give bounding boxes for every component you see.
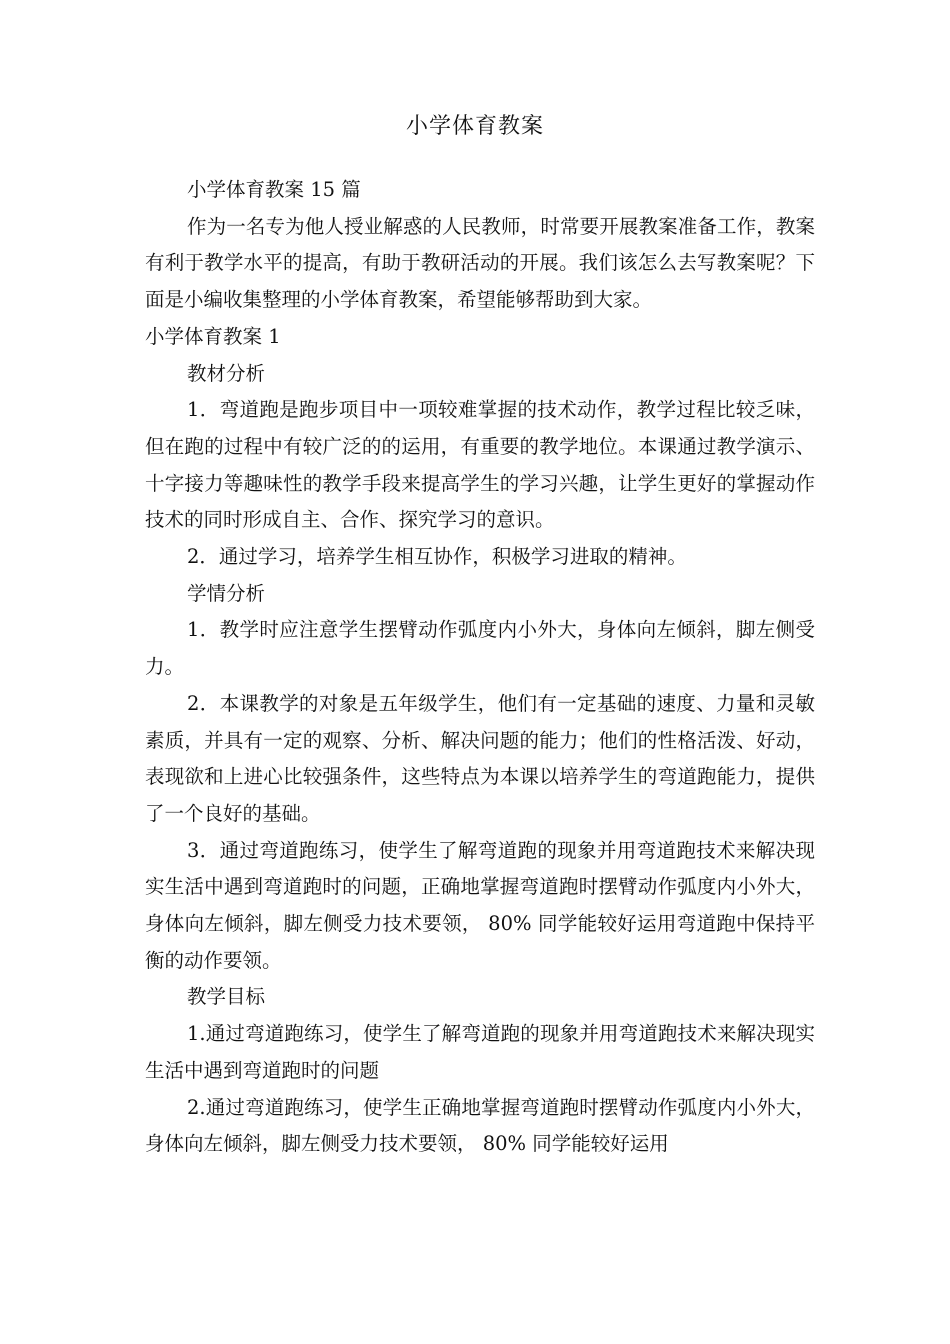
section-heading-lesson-1: 小学体育教案 1 [145,324,281,348]
paragraph: 2．本课教学的对象是五年级学生，他们有一定基础的速度、力量和灵敏素质，并具有一定的观察、分析、解决问题的能力；他们的性格活泼、好动，表现欲和上进心比较强条件，这些特点为本课以培养学生的弯道跑能力，提供了一个良好的基础。 [145,691,815,825]
heading-teaching-goals: 教学目标 [187,985,266,1009]
heading-student-analysis: 学情分析 [187,581,266,605]
intro-paragraph: 作为一名专为他人授业解惑的人民教师，时常要开展教案准备工作，教案有利于教学水平的提高，有助于教研活动的开展。我们该怎么去写教案呢？下面是小编收集整理的小学体育教案，希望能够帮助到大家。 [145,214,815,312]
paragraph: 2．通过学习，培养学生相互协作，积极学习进取的精神。 [187,545,687,569]
paragraph: 2.通过弯道跑练习，使学生正确地掌握弯道跑时摆臂动作弧度内小外大，身体向左倾斜，脚左侧受力技术要领， 80% 同学能较好运用 [145,1095,815,1156]
document-title: 小学体育教案 [405,114,544,139]
subtitle-paragraph: 小学体育教案 15 篇 [187,178,361,201]
paragraph: 1．教学时应注意学生摆臂动作弧度内小外大，身体向左倾斜，脚左侧受力。 [145,618,815,679]
paragraph: 3．通过弯道跑练习，使学生了解弯道跑的现象并用弯道跑技术来解决现实生活中遇到弯道跑时的问题，正确地掌握弯道跑时摆臂动作弧度内小外大，身体向左倾斜，脚左侧受力技术要领， 80% 同学能较好运用弯道跑中保持平衡的动作要领。 [145,838,815,972]
paragraph: 1．弯道跑是跑步项目中一项较难掌握的技术动作，教学过程比较乏味，但在跑的过程中有较广泛的的运用，有重要的教学地位。本课通过教学演示、十字接力等趣味性的教学手段来提高学生的学习兴趣，让学生更好的掌握动作技术的同时形成自主、合作、探究学习的意识。 [145,398,815,532]
heading-material-analysis: 教材分析 [187,361,266,385]
paragraph: 1.通过弯道跑练习，使学生了解弯道跑的现象并用弯道跑技术来解决现实生活中遇到弯道跑时的问题 [145,1022,815,1082]
document-body [145,172,815,1163]
